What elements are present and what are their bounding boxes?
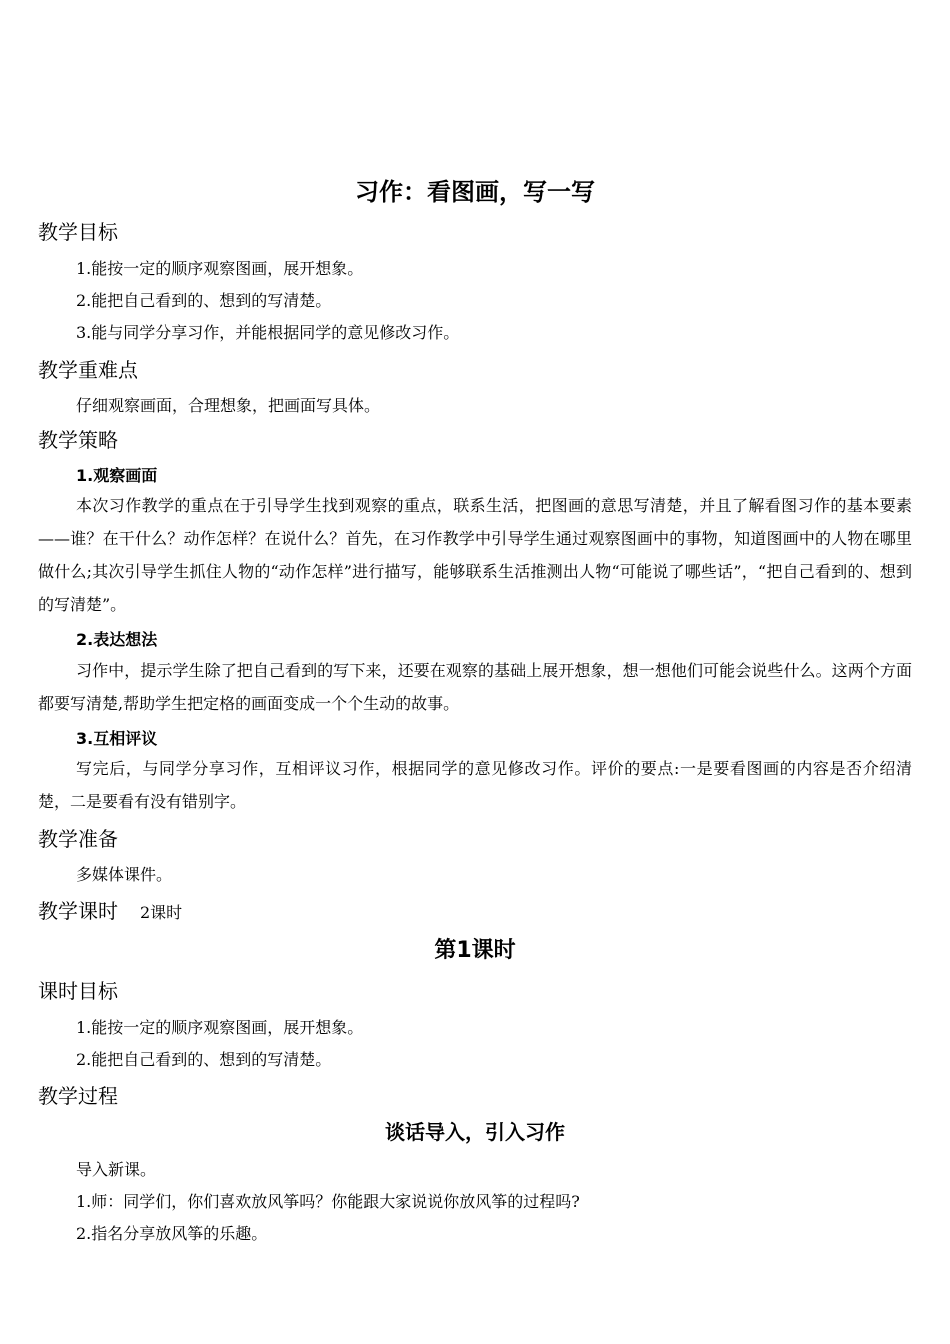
goal-item: 1.能按一定的顺序观察图画，展开想象。 [76, 259, 364, 278]
section-title: 谈话导入，引入习作 [385, 1120, 565, 1144]
strategy-paragraph: 习作中，提示学生除了把自己看到的写下来，还要在观察的基础上展开想象，想一想他们可能会说些什么。这两个方面都要写清楚,帮助学生把定格的画面变成一个个生动的故事。 [38, 661, 912, 713]
strategy-title: 3.互相评议 [76, 729, 158, 748]
key-heading: 教学重难点 [38, 358, 138, 382]
lesson-goals-heading: 课时目标 [38, 979, 118, 1003]
process-line: 导入新课。 [76, 1160, 157, 1179]
lesson-goal-item: 1.能按一定的顺序观察图画，展开想象。 [76, 1018, 364, 1037]
hours-value: 2课时 [140, 903, 183, 922]
prep-text: 多媒体课件。 [76, 865, 173, 884]
process-heading: 教学过程 [38, 1084, 118, 1108]
lesson-title: 第1课时 [434, 938, 516, 963]
strategy-title: 2.表达想法 [76, 630, 158, 649]
goal-item: 3.能与同学分享习作，并能根据同学的意见修改习作。 [76, 323, 460, 342]
hours-row [38, 895, 182, 924]
strategy-paragraph: 写完后，与同学分享习作，互相评议习作，根据同学的意见修改习作。评价的要点:一是要看图画的内容是否介绍清楚，二是要看有没有错别字。 [38, 759, 912, 811]
strategy-paragraph: 本次习作教学的重点在于引导学生找到观察的重点，联系生活，把图画的意思写清楚，并且了解看图习作的基本要素——谁？在干什么？动作怎样？在说什么？首先，在习作教学中引导学生通过观察图画中的事物，知道图画中的人物在哪里做什么;其次引导学生抓住人物的“动作怎样”进行描写，能够联系生活推测出人物“可能说了哪些话”，“把自己看到的、想到的写清楚”。 [38, 496, 912, 614]
goals-heading: 教学目标 [38, 220, 118, 244]
document-title: 习作：看图画，写一写 [355, 178, 595, 206]
prep-heading: 教学准备 [38, 827, 118, 851]
key-text: 仔细观察画面，合理想象，把画面写具体。 [76, 396, 381, 415]
goal-item: 2.能把自己看到的、想到的写清楚。 [76, 291, 332, 310]
strategy-title: 1.观察画面 [76, 466, 158, 485]
lesson-goal-item: 2.能把自己看到的、想到的写清楚。 [76, 1050, 332, 1069]
hours-heading: 教学课时 [38, 899, 118, 923]
process-line: 1.师：同学们，你们喜欢放风筝吗？你能跟大家说说你放风筝的过程吗? [76, 1192, 580, 1211]
process-line: 2.指名分享放风筝的乐趣。 [76, 1224, 268, 1243]
strategy-heading: 教学策略 [38, 428, 118, 452]
